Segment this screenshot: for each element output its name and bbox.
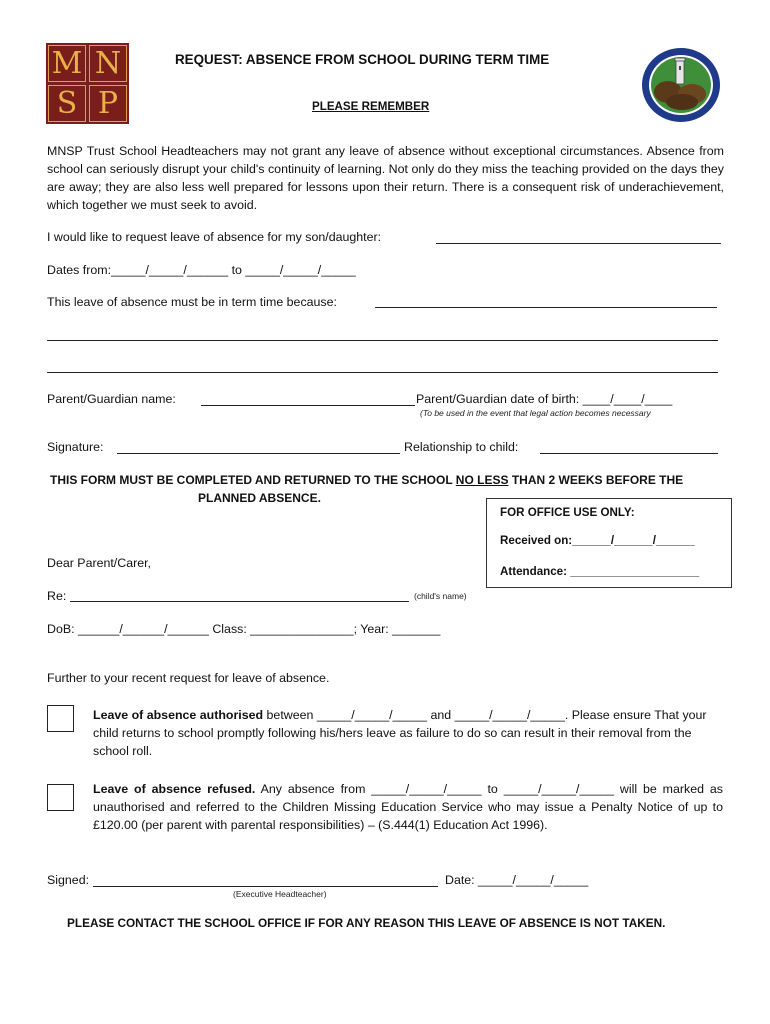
school-crest-icon xyxy=(640,46,722,124)
dates-label[interactable]: Dates from:_____/_____/______ to _____/_____/_____ xyxy=(47,263,356,277)
logo-letter-p: P xyxy=(89,85,127,122)
authorised-checkbox[interactable] xyxy=(47,705,74,732)
greeting: Dear Parent/Carer, xyxy=(47,556,151,570)
child-name-input-line[interactable] xyxy=(436,243,721,244)
request-label: I would like to request leave of absence for my son/daughter: xyxy=(47,230,382,244)
notice-part-2: THAN 2 WEEKS BEFORE THE xyxy=(508,473,684,487)
re-label: Re: xyxy=(47,589,67,603)
mnsp-logo xyxy=(46,43,129,124)
legal-action-note: (To be used in the event that legal action becomes necessary xyxy=(420,408,651,418)
form-title: REQUEST: ABSENCE FROM SCHOOL DURING TERM TIME xyxy=(175,52,550,67)
signature-input-line[interactable] xyxy=(117,453,400,454)
further-text: Further to your recent request for leave of absence. xyxy=(47,671,330,685)
please-remember-heading: PLEASE REMEMBER xyxy=(312,100,430,113)
refused-body: Any absence from _____/_____/_____ to _____/_____/_____ will be marked as unauthorised and referred to the Children Missing Education Service who may issue a Penalty Notice of up to £120.00 (per parent with parental responsibilities) – (S.444(1) Education Act 1996). xyxy=(93,782,723,832)
dob-class-year-line[interactable]: DoB: ______/______/______ Class: _______________; Year: _______ xyxy=(47,622,441,636)
notice-part-1: THIS FORM MUST BE COMPLETED AND RETURNED TO THE SCHOOL xyxy=(50,473,456,487)
footer-notice: PLEASE CONTACT THE SCHOOL OFFICE IF FOR ANY REASON THIS LEAVE OF ABSENCE IS NOT TAKEN. xyxy=(67,916,666,930)
refused-text xyxy=(93,780,723,834)
authorised-text xyxy=(93,706,723,760)
received-on-field[interactable]: Received on:______/______/______ xyxy=(500,534,695,547)
signature-label: Signature: xyxy=(47,440,104,454)
office-use-box xyxy=(486,498,732,588)
notice-line-2: PLANNED ABSENCE. xyxy=(198,491,321,505)
re-input-line[interactable] xyxy=(70,601,409,602)
reason-input-line-1[interactable] xyxy=(375,307,717,308)
headteacher-signature-line[interactable] xyxy=(93,886,438,887)
authorised-body: between _____/_____/_____ and _____/_____/_____. Please ensure That your child returns to school promptly following his/hers leave as failure to do so can result in their removal from the school roll. xyxy=(93,708,707,758)
logo-letter-m: M xyxy=(48,45,86,82)
relationship-input-line[interactable] xyxy=(540,453,718,454)
signed-label: Signed: xyxy=(47,873,90,887)
parent-name-input-line[interactable] xyxy=(201,405,415,406)
executive-headteacher-note: (Executive Headteacher) xyxy=(233,889,327,899)
date-field[interactable]: Date: _____/_____/_____ xyxy=(445,873,589,887)
logo-letter-s: S xyxy=(48,85,86,122)
relationship-label: Relationship to child: xyxy=(404,440,519,454)
logo-letter-n: N xyxy=(89,45,127,82)
office-use-title: FOR OFFICE USE ONLY: xyxy=(500,506,635,519)
notice-no-less: NO LESS xyxy=(455,473,509,487)
parent-name-label: Parent/Guardian name: xyxy=(47,392,176,406)
refused-heading: Leave of absence refused. xyxy=(93,782,256,796)
reason-input-line-3[interactable] xyxy=(47,372,718,373)
intro-paragraph: MNSP Trust School Headteachers may not grant any leave of absence without exceptional circumstances. Absence from school can seriously disrupt your child's continuity of learning. Not only do they miss the teaching provided on the days they are away; they are also less well prepared for lessons upon their return. There is a consequent risk of underachievement, which together we must seek to avoid. xyxy=(47,144,724,212)
childs-name-note: (child's name) xyxy=(414,591,467,601)
reason-label: This leave of absence must be in term time because: xyxy=(47,295,337,309)
parent-dob-label[interactable]: Parent/Guardian date of birth: ____/____/____ xyxy=(416,392,673,406)
authorised-heading: Leave of absence authorised xyxy=(93,708,264,722)
return-deadline-notice xyxy=(50,471,683,489)
attendance-field[interactable]: Attendance: ____________________ xyxy=(500,565,700,578)
refused-checkbox[interactable] xyxy=(47,784,74,811)
reason-input-line-2[interactable] xyxy=(47,340,718,341)
